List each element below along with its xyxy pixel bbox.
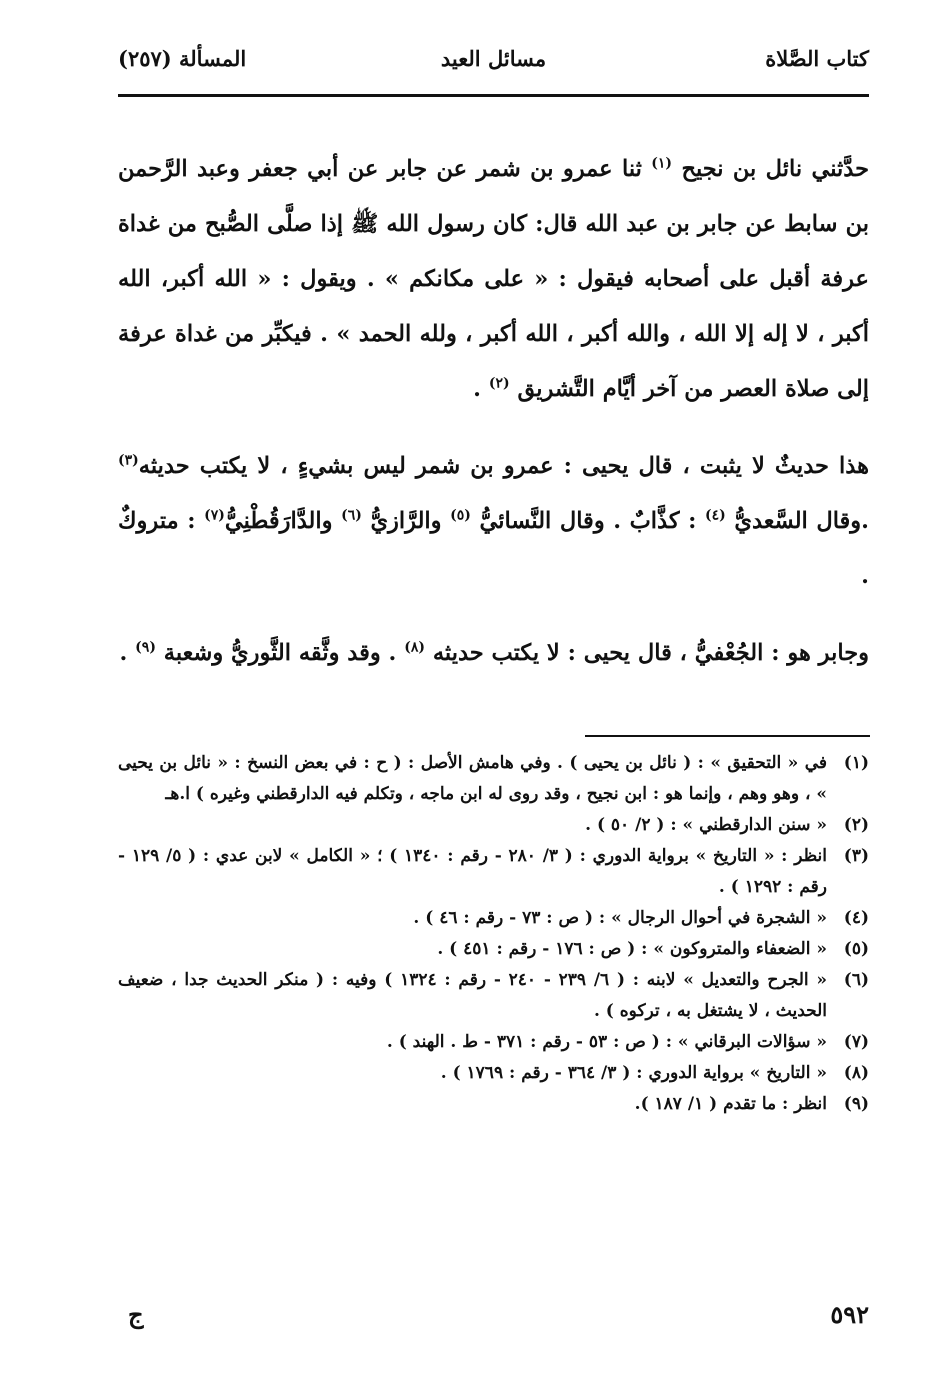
- footnote-number: (٤): [843, 908, 869, 928]
- footnote-number: (٦): [843, 970, 869, 990]
- paragraph-text: ثنا عمرو بن شمر عن جابر عن أبي جعفر وعبد الرَّحمن بن سابط عن جابر بن عبد الله قال: كان رسول الله ﷺ إذا صلَّى الصُّبح من غداة عرفة أقبل على أصحابه فيقول : « على مكانكم » . ويقول : « الله أكبر، الله أكبر ، لا إله إلا الله ، والله أكبر ، الله أكبر ، ولله الحمد » . فيكبِّر من غداة عرفة إلى صلاة العصر من آخر أيَّام التَّشريق: [118, 156, 869, 402]
- footnote-text: انظر : ما تقدم ( ١/ ١٨٧ ).: [634, 1094, 827, 1114]
- paragraph-text: وجابر هو : الجُعْفيُّ ، قال يحيى : لا يكتب حديثه: [432, 640, 869, 666]
- main-text: [118, 142, 869, 703]
- running-header: [118, 46, 869, 86]
- footnote-ref: (٩): [135, 639, 156, 656]
- paragraph-text: حدَّثني نائل بن نجيح: [681, 156, 869, 182]
- paragraph-text: : متروكٌ .: [118, 508, 869, 589]
- paragraph-text: .: [119, 640, 128, 666]
- footnote-ref: (٣): [118, 452, 139, 469]
- footnote-item: [118, 841, 869, 903]
- issue-number: المسألة (٢٥٧): [118, 46, 247, 71]
- paragraph-text: والدَّارَقُطْنِيُّ: [224, 508, 333, 534]
- footnote-text: « الشجرة في أحوال الرجال » : ( ص : ٧٣ - رقم : ٤٦ ) .: [413, 908, 827, 928]
- footnote-number: (٢): [843, 815, 869, 835]
- footnote-number: (٥): [843, 939, 869, 959]
- footnote-item: [118, 934, 869, 965]
- footnote-ref: (٤): [705, 507, 726, 524]
- paragraph-text: : كذَّابٌ . وقال النَّسائيُّ: [479, 508, 697, 534]
- footnote-item: [118, 1089, 869, 1120]
- footnote-text: « سؤالات البرقاني » : ( ص : ٥٣ - رقم : ٣٧١ - ط . الهند ) .: [386, 1032, 827, 1052]
- paragraph-text: .وقال السَّعديُّ: [734, 508, 870, 534]
- footnote-ref: (١): [651, 155, 673, 172]
- paragraph-text: . وقد وثَّقه الثَّوريُّ وشعبة: [163, 640, 397, 666]
- paragraph-jabir: [118, 626, 869, 681]
- footnote-ref: (٧): [204, 507, 225, 524]
- footnote-text: في « التحقيق » : ( نائل بن يحيى ) . وفي هامش الأصل : ( ح : في بعض النسخ : « نائل بن يحيى » ، وهو وهم ، وإنما هو : ابن نجيح ، وقد روى له ابن ماجه ، وتكلم فيه الدارقطني وغيره ) ا.هـ: [118, 753, 827, 804]
- footnote-ref: (٥): [450, 507, 471, 524]
- footnote-number: (٣): [843, 846, 869, 866]
- book-title: كتاب الصَّلاة: [765, 46, 869, 71]
- footnote-item: [118, 903, 869, 934]
- footnote-text: « الضعفاء والمتروكون » : ( ص : ١٧٦ - رقم : ٤٥١ ) .: [437, 939, 827, 959]
- footnote-text: انظر : « التاريخ » برواية الدوري : ( ٣/ ٢٨٠ - رقم : ١٣٤٠ ) ؛ « الكامل » لابن عدي : ( ٥/ ١٢٩ - رقم : ١٢٩٢ ) .: [118, 846, 827, 897]
- footnotes: [118, 748, 869, 1120]
- footnote-number: (٨): [843, 1063, 869, 1083]
- footnote-ref: (٢): [488, 375, 510, 392]
- page-number: ٥٩٢: [830, 1300, 869, 1329]
- footnote-number: (٧): [843, 1032, 869, 1052]
- paragraph-text: والرَّازيُّ: [370, 508, 442, 534]
- paragraph-hadith: [118, 142, 869, 417]
- footnote-separator: [585, 735, 870, 737]
- footnote-ref: (٦): [341, 507, 362, 524]
- footnote-number: (٩): [843, 1094, 869, 1114]
- chapter-title: مسائل العيد: [440, 46, 547, 71]
- footnote-item: [118, 965, 869, 1027]
- footnote-item: [118, 1058, 869, 1089]
- footnote-item: [118, 748, 869, 810]
- footnote-text: « الجرح والتعديل » لابنه : ( ٦/ ٢٣٩ - ٢٤٠ - رقم : ١٣٢٤ ) وفيه : ( منكر الحديث جدا ، ضعيف الحديث ، لا يشتغل به ، تركوه ) .: [118, 970, 827, 1021]
- footnote-item: [118, 810, 869, 841]
- footnote-ref: (٨): [404, 639, 425, 656]
- footnote-number: (١): [843, 753, 869, 773]
- footnote-item: [118, 1027, 869, 1058]
- paragraph-grading: [118, 439, 869, 604]
- paragraph-text: .: [473, 376, 481, 402]
- volume-signature: ج: [128, 1300, 144, 1329]
- footnote-text: « التاريخ » برواية الدوري : ( ٣/ ٣٦٤ - رقم : ١٧٦٩ ) .: [440, 1063, 827, 1083]
- header-rule: [118, 94, 869, 97]
- paragraph-text: هذا حديثٌ لا يثبت ، قال يحيى : عمرو بن شمر ليس بشيءٍ ، لا يكتب حديثه: [138, 453, 869, 479]
- footnote-text: « سنن الدارقطني » : ( ٢/ ٥٠ ) .: [585, 815, 827, 835]
